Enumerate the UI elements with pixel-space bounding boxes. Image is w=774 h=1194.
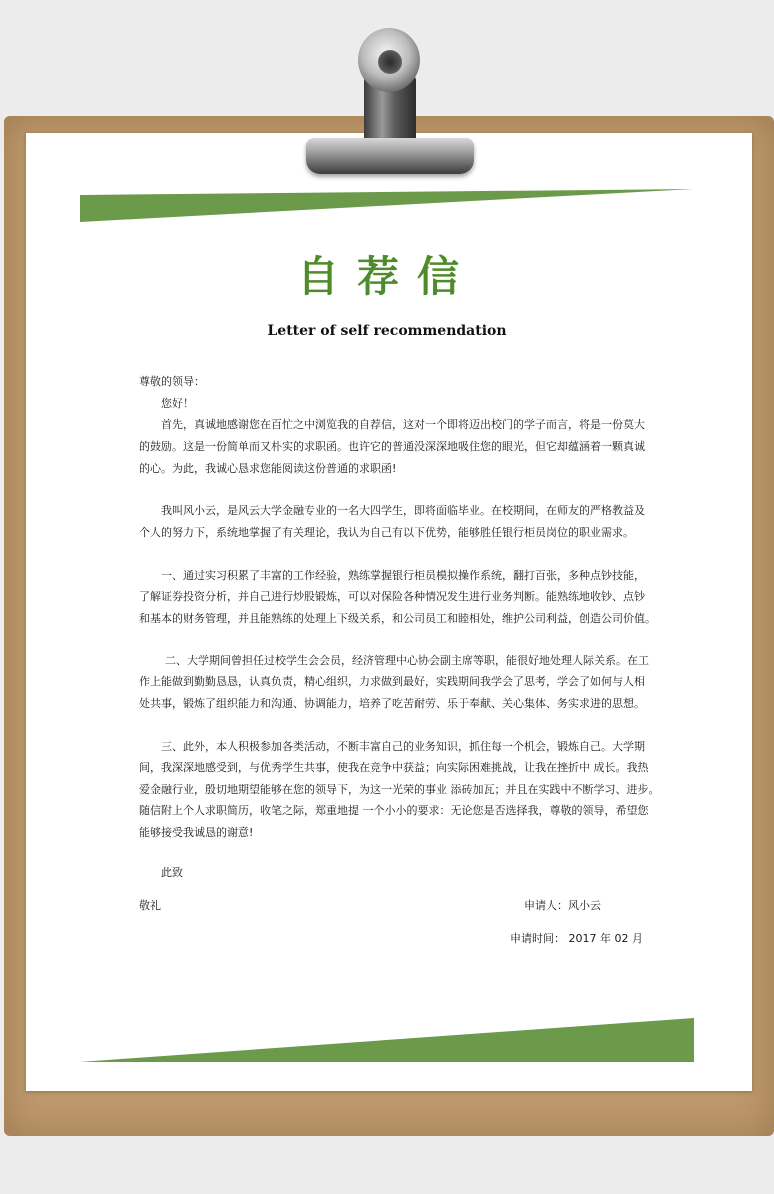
- application-date: 申请时间： 2017 年 02 月: [510, 932, 643, 945]
- letter-title-en: Letter of self recommendation: [267, 323, 507, 339]
- p1-line-1: 首先，真诚地感谢您在百忙之中浏览我的自荐信，这对一个即将迈出校门的学子而言，将是一份莫大: [161, 418, 645, 431]
- p4-line-2: 作上能做到勤勤恳恳，认真负责，精心组织，力求做到最好，实践期间我学会了思考，学会了如何与人相: [139, 675, 645, 688]
- binder-clip-base: [306, 138, 474, 174]
- applicant-name: 申请人：风小云: [524, 899, 601, 912]
- greeting: 您好！: [161, 397, 194, 410]
- p4-line-1: 二、大学期间曾担任过校学生会会员，经济管理中心协会副主席等职，能很好地处理人际关系。在工: [165, 654, 649, 667]
- p3-line-1: 一、通过实习积累了丰富的工作经验，熟练掌握银行柜员模拟操作系统，翻打百张，多种点钞技能，: [161, 569, 645, 582]
- p3-line-2: 了解证券投资分析，并自己进行炒股锻炼，可以对保险各种情况发生进行业务判断。能熟练地收钞、点钞: [139, 590, 645, 603]
- salutation: 尊敬的领导：: [139, 375, 205, 388]
- p5-line-4: 随信附上个人求职简历，收笔之际，郑重地提 一个小小的要求：无论您是否选择我，尊敬的领导，希望您: [139, 804, 649, 817]
- p5-line-3: 爱金融行业，殷切地期望能够在您的领导下，为这一光荣的事业 添砖加瓦；并且在实践中不断学习、进步。: [139, 783, 660, 796]
- p4-line-3: 处共事，锻炼了组织能力和沟通、协调能力，培养了吃苦耐劳、乐于奉献、关心集体、务实求进的思想。: [139, 697, 645, 710]
- p1-line-2: 的鼓励。这是一份简单而又朴实的求职函。也许它的普通没深深地吸住您的眼光，但它却蕴涵着一颗真诚: [139, 440, 645, 453]
- p5-line-2: 间，我深深地感受到，与优秀学生共事，使我在竞争中获益；向实际困难挑战，让我在挫折中 成长。我热: [139, 761, 649, 774]
- p2-line-1: 我叫风小云，是风云大学金融专业的一名大四学生，即将面临毕业。在校期间，在师友的严格教益及: [161, 504, 645, 517]
- bottom-green-band: [0, 1010, 774, 1070]
- p5-line-5: 能够接受我诚恳的谢意!: [139, 826, 254, 839]
- closing-respects: 此致: [161, 866, 183, 879]
- p3-line-3: 和基本的财务管理，并且能熟练的处理上下级关系，和公司员工和睦相处，维护公司利益，创造公司价值。: [139, 612, 656, 625]
- closing-salute: 敬礼: [139, 899, 161, 912]
- p2-line-2: 个人的努力下，系统地掌握了有关理论，我认为自己有以下优势，能够胜任银行柜员岗位的职业需求。: [139, 526, 634, 539]
- p5-line-1: 三、此外，本人积极参加各类活动，不断丰富自己的业务知识，抓住每一个机会，锻炼自己。大学期: [161, 740, 645, 753]
- letter-title-cn: 自荐信: [296, 252, 477, 301]
- p1-line-3: 的心。为此，我诚心恳求您能阅读这份普通的求职函!: [139, 462, 397, 475]
- binder-clip-hole: [378, 50, 402, 74]
